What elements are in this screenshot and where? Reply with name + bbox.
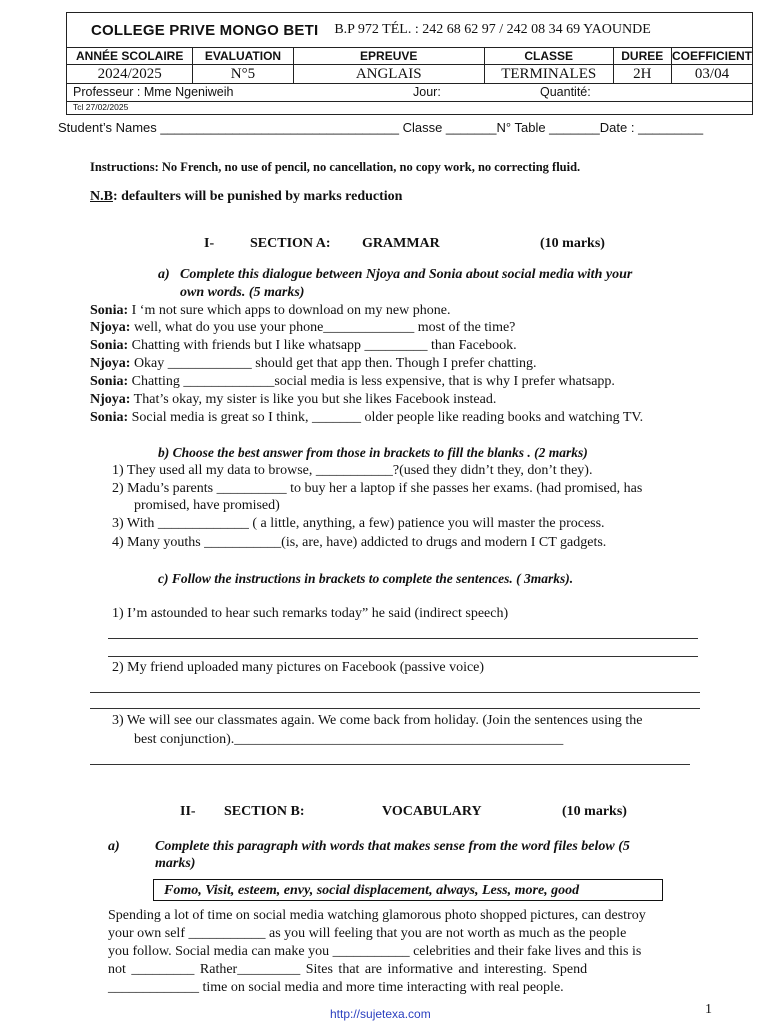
day-label: Jour: <box>413 85 441 99</box>
dialogue-line: Sonia: I ‘m not sure which apps to download on my new phone. <box>90 303 451 318</box>
answer-line <box>108 638 698 639</box>
school-name: COLLEGE PRIVE MONGO BETI <box>91 21 319 39</box>
exam-meta-table <box>67 48 752 84</box>
part-c-instruction: c) Follow the instructions in brackets to complete the sentences. ( 3marks). <box>158 571 574 586</box>
section-b-instruction-2: marks) <box>155 856 196 871</box>
dialogue-line: Njoya: That’s okay, my sister is like you but she likes Facebook instead. <box>90 392 497 407</box>
part-b-item-1: 1) They used all my data to browse, ___________?(used they didn’t they, don’t they). <box>112 463 593 478</box>
col-class: CLASSE <box>484 48 613 65</box>
header-block <box>66 12 753 115</box>
col-subject: EPREUVE <box>293 48 484 65</box>
col-duration: DUREE <box>613 48 671 65</box>
footer-url: http://sujetexa.com <box>330 1007 431 1021</box>
section-b-marks: (10 marks) <box>562 804 627 819</box>
section-a-subject: GRAMMAR <box>362 236 440 251</box>
section-b-part-a-label: a) <box>108 839 120 854</box>
paragraph-line: _____________ time on social media and more time interacting with real people. <box>108 980 564 995</box>
part-b-item-4: 4) Many youths ___________(is, are, have) addicted to drugs and modern I CT gadgets. <box>112 535 607 550</box>
section-b-instruction-1: Complete this paragraph with words that makes sense from the word files below (5 <box>155 839 630 854</box>
date-row <box>67 102 752 114</box>
page-number: 1 <box>705 1002 712 1017</box>
section-a-title: SECTION A: <box>250 236 331 251</box>
part-c-item-2: 2) My friend uploaded many pictures on Facebook (passive voice) <box>112 660 485 675</box>
nb-label: N.B <box>90 189 113 204</box>
col-coefficient: COEFFICIENT <box>672 49 752 63</box>
section-b-title: SECTION B: <box>224 804 305 819</box>
answer-line <box>108 656 698 657</box>
answer-line <box>90 692 700 693</box>
student-info-line: Student’s Names _________________________________ Classe _______N° Table _______Date : _________ <box>58 120 704 135</box>
word-bank-box: Fomo, Visit, esteem, envy, social displacement, always, Less, more, good <box>153 879 663 901</box>
exam-date: Tcl 27/02/2025 <box>73 102 129 112</box>
val-coefficient: 03/04 <box>672 65 753 84</box>
val-duration: 2H <box>613 65 671 84</box>
col-evaluation: EVALUATION <box>193 48 293 65</box>
part-c-item-3: 3) We will see our classmates again. We come back from holiday. (Join the sentences using the <box>112 713 643 728</box>
part-c-item-3-cont: best conjunction)._______________________________________________ <box>134 732 564 747</box>
part-b-instruction: b) Choose the best answer from those in brackets to fill the blanks . (2 marks) <box>158 445 588 460</box>
answer-line <box>90 764 690 765</box>
part-a-instruction-1: Complete this dialogue between Njoya and Sonia about social media with your <box>180 267 633 282</box>
part-b-item-3: 3) With _____________ ( a little, anything, a few) patience you will master the process. <box>112 516 605 531</box>
part-c-item-1: 1) I’m astounded to hear such remarks today” he said (indirect speech) <box>112 606 509 621</box>
val-year: 2024/2025 <box>67 65 193 84</box>
section-a-marks: (10 marks) <box>540 236 605 251</box>
paragraph-line: Spending a lot of time on social media watching glamorous photo shopped pictures, can destroy <box>108 908 646 923</box>
nb-text: : defaulters will be punished by marks reduction <box>112 189 403 204</box>
answer-line <box>90 708 700 709</box>
vocabulary-paragraph <box>108 907 700 997</box>
val-evaluation: N°5 <box>193 65 293 84</box>
header-top <box>67 13 752 48</box>
dialogue-line: Sonia: Social media is great so I think, _______ older people like reading books and watching TV. <box>90 410 644 425</box>
school-address: B.P 972 TÉL. : 242 68 62 97 / 242 08 34 69 YAOUNDE <box>334 22 651 37</box>
paragraph-line: you follow. Social media can make you ___________ celebrities and their fake lives and this is <box>108 944 642 959</box>
section-a-number: I- <box>204 236 215 251</box>
val-class: TERMINALES <box>484 65 613 84</box>
part-a-label: a) <box>158 267 170 282</box>
section-b-number: II- <box>180 804 196 819</box>
part-a-instruction-2: own words. (5 marks) <box>180 285 305 300</box>
paragraph-line: your own self ___________ as you will feeling that you are not worth as much as the people <box>108 926 627 941</box>
paragraph-line: not _________ Rather_________ Sites that are informative and interesting. Spend <box>108 962 588 977</box>
part-b-item-2-cont: promised, have promised) <box>134 498 280 513</box>
dialogue-line: Sonia: Chatting _____________social media is less expensive, that is why I prefer whatsapp. <box>90 374 615 389</box>
col-year: ANNÉE SCOLAIRE <box>67 48 193 65</box>
dialogue-line: Sonia: Chatting with friends but I like whatsapp _________ than Facebook. <box>90 338 517 353</box>
dialogue-line: Njoya: Okay ____________ should get that app then. Though I prefer chatting. <box>90 356 537 371</box>
part-b-item-2: 2) Madu’s parents __________ to buy her a laptop if she passes her exams. (had promised, has <box>112 481 643 496</box>
teacher-row <box>67 84 752 102</box>
section-b-subject: VOCABULARY <box>382 804 482 819</box>
nb-line <box>90 189 402 205</box>
val-subject: ANGLAIS <box>293 65 484 84</box>
quantity-label: Quantité: <box>540 85 591 99</box>
instructions: Instructions: No French, no use of pencil, no cancellation, no copy work, no correcting fluid. <box>90 160 581 174</box>
dialogue-line: Njoya: well, what do you use your phone_____________ most of the time? <box>90 320 516 335</box>
teacher-name: Professeur : Mme Ngeniweih <box>73 85 234 99</box>
